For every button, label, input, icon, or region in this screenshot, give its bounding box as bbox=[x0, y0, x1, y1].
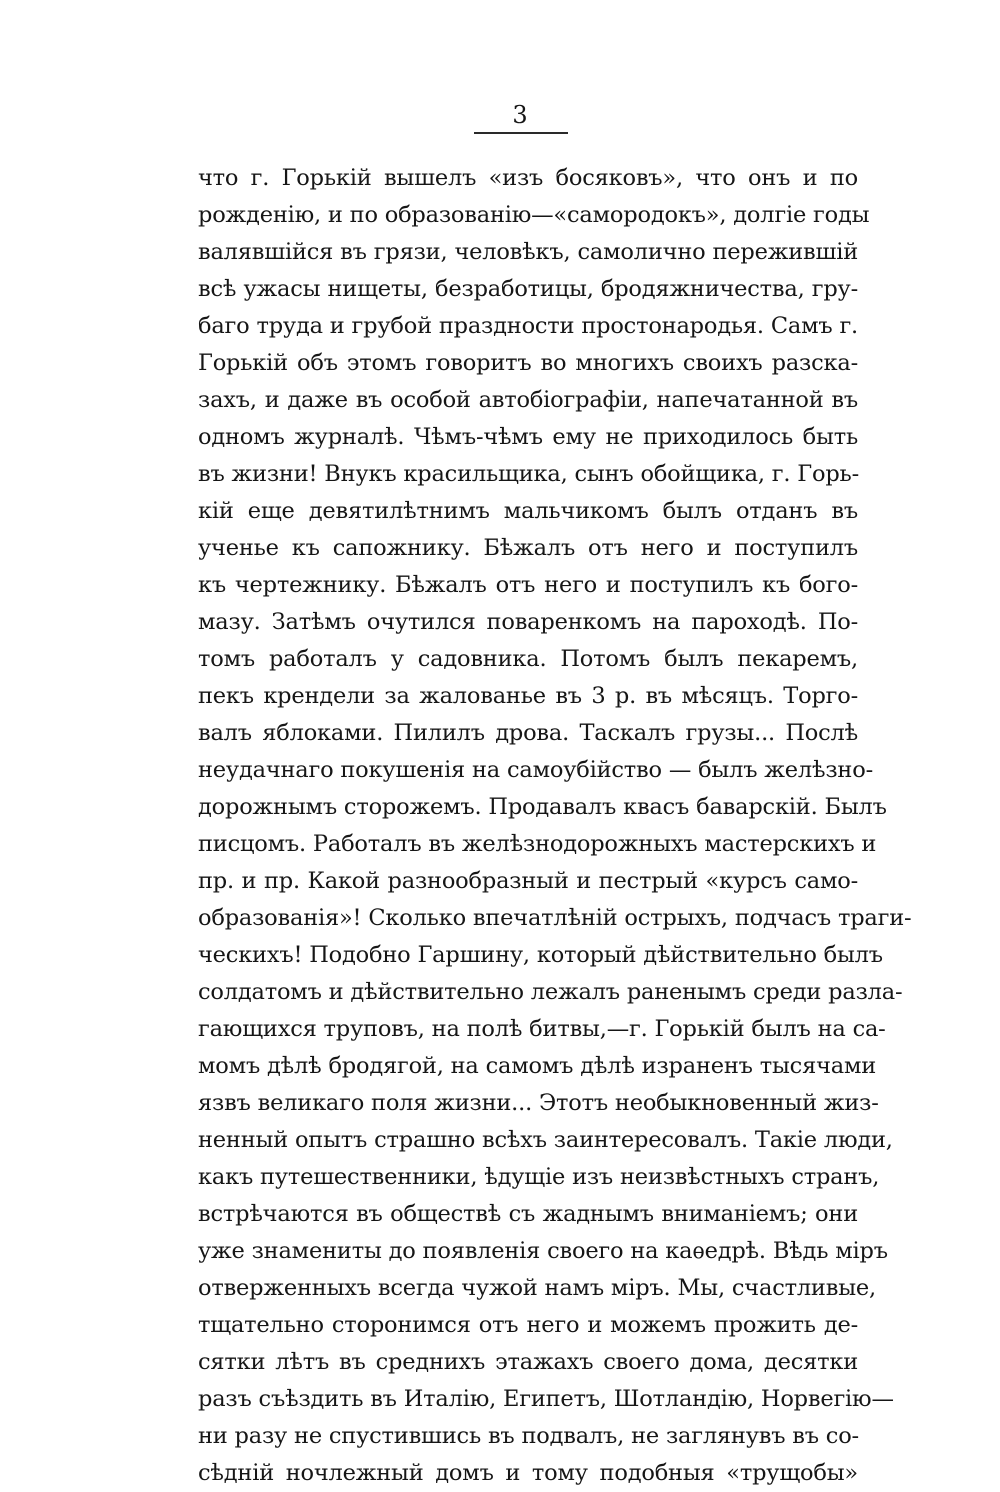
page-number: 3 bbox=[512, 101, 528, 129]
text-line: пекъ крендели за жалованье въ 3 р. въ мѣсяцъ. Торго- bbox=[198, 683, 858, 709]
body-text bbox=[198, 160, 912, 1492]
text-line: образованія»! Сколько впечатлѣній острыхъ, подчасъ траги- bbox=[198, 905, 912, 931]
text-line: что г. Горькій вышелъ «изъ босяковъ», что онъ и по bbox=[198, 165, 858, 191]
text-line: ученье къ сапожнику. Бѣжалъ отъ него и поступилъ bbox=[198, 535, 858, 561]
text-line: уже знамениты до появленія своего на каѳедрѣ. Вѣдь міръ bbox=[198, 1238, 888, 1264]
text-line: дорожнымъ сторожемъ. Продавалъ квасъ баварскій. Былъ bbox=[198, 794, 887, 820]
text-line: солдатомъ и дѣйствительно лежалъ раненымъ среди разла- bbox=[198, 979, 903, 1005]
text-line: томъ работалъ у садовника. Потомъ былъ пекаремъ, bbox=[198, 646, 858, 672]
text-line: встрѣчаются въ обществѣ съ жаднымъ вниманіемъ; они bbox=[198, 1201, 858, 1227]
text-line: захъ, и даже въ особой автобіографіи, напечатанной въ bbox=[198, 387, 858, 413]
text-line: какъ путешественники, ѣдущіе изъ неизвѣстныхъ странъ, bbox=[198, 1164, 880, 1190]
text-line: рожденію, и по образованію—«самородокъ», долгіе годы bbox=[198, 202, 870, 228]
text-line: отверженныхъ всегда чужой намъ міръ. Мы, счастливые, bbox=[198, 1275, 876, 1301]
text-line: ческихъ! Подобно Гаршину, который дѣйствительно былъ bbox=[198, 942, 883, 968]
text-line: кій еще девятилѣтнимъ мальчикомъ былъ отданъ въ bbox=[198, 498, 858, 524]
text-line: валъ яблоками. Пилилъ дрова. Таскалъ грузы... Послѣ bbox=[198, 720, 858, 746]
text-line: въ жизни! Внукъ красильщика, сынъ обойщика, г. Горь- bbox=[198, 461, 859, 487]
text-line: язвъ великаго поля жизни... Этотъ необыкновенный жиз- bbox=[198, 1090, 879, 1116]
text-line: всѣ ужасы нищеты, безработицы, бродяжничества, гру- bbox=[198, 276, 858, 302]
text-line: писцомъ. Работалъ въ желѣзнодорожныхъ мастерскихъ и bbox=[198, 831, 877, 857]
text-line: пр. и пр. Какой разнообразный и пестрый «курсъ само- bbox=[198, 868, 858, 894]
text-line: мазу. Затѣмъ очутился поваренкомъ на пароходѣ. По- bbox=[198, 609, 858, 635]
text-line: одномъ журналѣ. Чѣмъ-чѣмъ ему не приходилось быть bbox=[198, 424, 858, 450]
text-line: момъ дѣлѣ бродягой, на самомъ дѣлѣ израненъ тысячами bbox=[198, 1053, 877, 1079]
text-line: разъ съѣздить въ Италію, Египетъ, Шотландію, Норвегію— bbox=[198, 1386, 894, 1412]
text-line: ненный опытъ страшно всѣхъ заинтересовалъ. Такіе люди, bbox=[198, 1127, 893, 1153]
text-line: неудачнаго покушенія на самоубійство — былъ желѣзно- bbox=[198, 757, 873, 783]
text-line: ни разу не спустившись въ подвалъ, не заглянувъ въ со- bbox=[198, 1423, 859, 1449]
text-line: валявшійся въ грязи, человѣкъ, самолично пережившій bbox=[198, 239, 858, 265]
text-line: баго труда и грубой праздности простонародья. Самъ г. bbox=[198, 313, 858, 339]
text-line: тщательно сторонимся отъ него и можемъ прожить де- bbox=[198, 1312, 858, 1338]
text-line: сѣдній ночлежный домъ и тому подобныя «трущобы» bbox=[198, 1460, 858, 1486]
text-line: гающихся труповъ, на полѣ битвы,—г. Горькій былъ на са- bbox=[198, 1016, 886, 1042]
text-line: Горькій объ этомъ говоритъ во многихъ своихъ разска- bbox=[198, 350, 858, 376]
text-line: сятки лѣтъ въ среднихъ этажахъ своего дома, десятки bbox=[198, 1349, 858, 1375]
page-number-rule bbox=[474, 132, 568, 134]
text-line: къ чертежнику. Бѣжалъ отъ него и поступилъ къ бого- bbox=[198, 572, 858, 598]
